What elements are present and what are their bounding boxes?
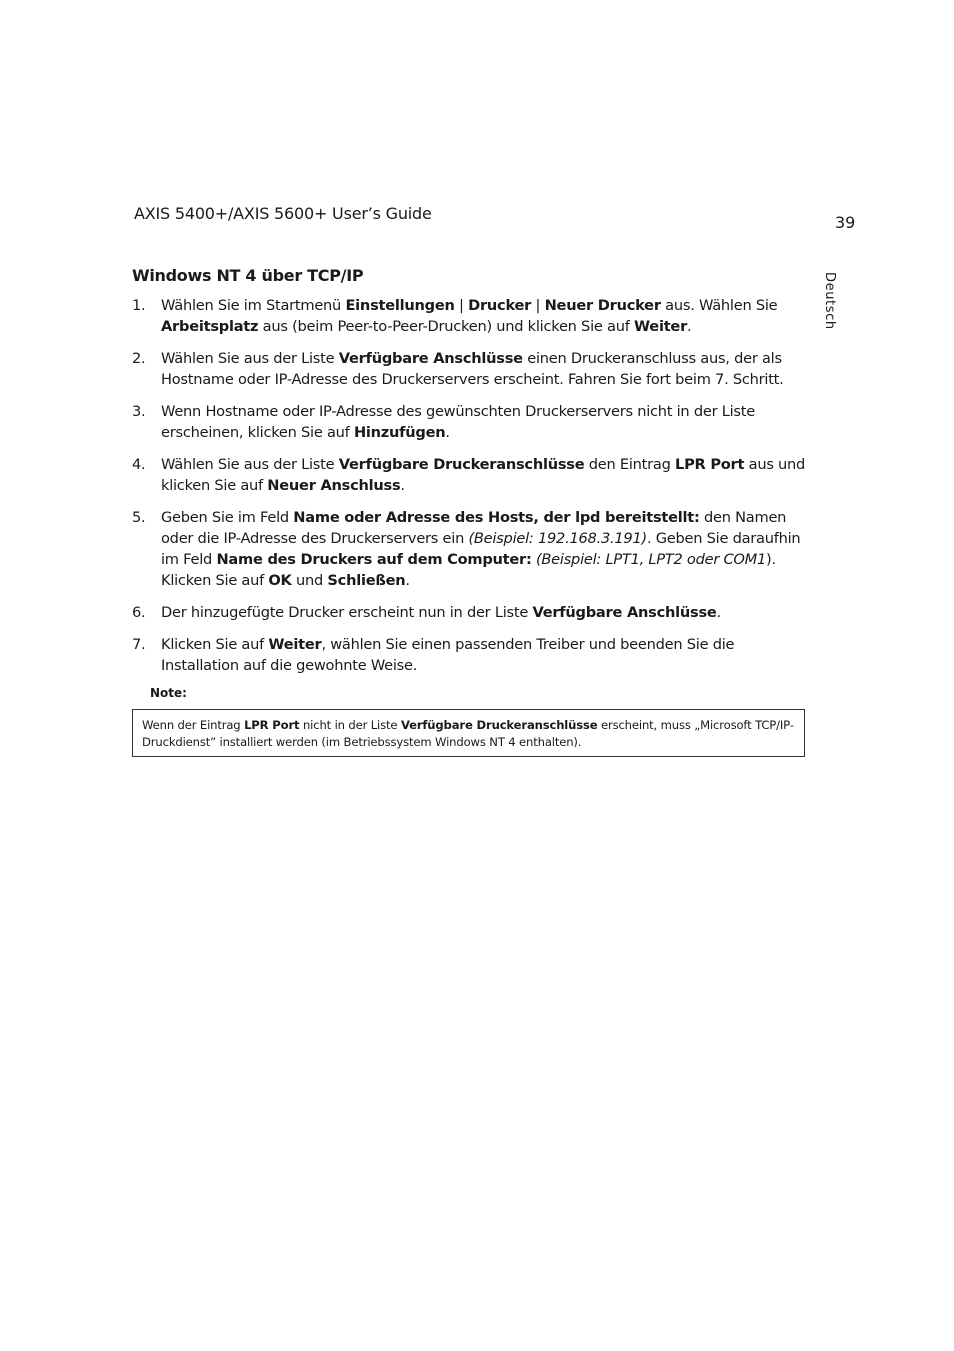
step-number: 2. bbox=[132, 350, 146, 367]
text-run: den Eintrag bbox=[584, 456, 676, 473]
step-number: 7. bbox=[132, 636, 146, 653]
step-text bbox=[161, 403, 755, 441]
bold-term: Verfügbare Druckeranschlüsse bbox=[400, 718, 598, 732]
bold-term: Drucker bbox=[468, 297, 532, 314]
text-run: aus (beim Peer-to-Peer-Drucken) und klicken Sie auf bbox=[258, 318, 634, 335]
text-run: . bbox=[400, 477, 405, 494]
bold-term: Verfügbare Anschlüsse bbox=[338, 350, 523, 367]
text-run: . bbox=[405, 572, 410, 589]
step-item bbox=[132, 602, 807, 623]
text-run: nicht in der Liste bbox=[299, 718, 401, 732]
step-number: 1. bbox=[132, 297, 146, 314]
bold-term: Neuer Drucker bbox=[544, 297, 661, 314]
step-text bbox=[161, 456, 805, 494]
step-text bbox=[161, 350, 784, 388]
page-number: 39 bbox=[835, 213, 856, 232]
bold-term: Verfügbare Anschlüsse bbox=[532, 604, 717, 621]
bold-term: Name des Druckers auf dem Computer: bbox=[216, 551, 532, 568]
text-run: Klicken Sie auf bbox=[161, 636, 269, 653]
step-item bbox=[132, 348, 807, 390]
bold-term: Name oder Adresse des Hosts, der lpd bereitstellt: bbox=[293, 509, 700, 526]
text-run: | bbox=[531, 297, 545, 314]
text-run: aus und klicken Sie auf bbox=[161, 456, 806, 494]
text-run: Wählen Sie aus der Liste bbox=[161, 456, 339, 473]
italic-example: (Beispiel: LPT1, LPT2 oder COM1 bbox=[535, 551, 767, 568]
language-tab: Deutsch bbox=[822, 272, 837, 330]
bold-term: Einstellungen bbox=[345, 297, 455, 314]
step-item bbox=[132, 401, 807, 443]
text-run: | bbox=[454, 297, 469, 314]
text-run: aus. Wählen Sie bbox=[660, 297, 778, 314]
step-item bbox=[132, 507, 807, 591]
steps-list bbox=[132, 295, 807, 687]
italic-example: (Beispiel: 192.168.3.191) bbox=[468, 530, 647, 547]
step-number: 4. bbox=[132, 456, 146, 473]
section-heading: Windows NT 4 über TCP/IP bbox=[132, 266, 364, 285]
note-label: Note: bbox=[150, 686, 187, 700]
bold-term: Arbeitsplatz bbox=[161, 318, 259, 335]
text-run: Wählen Sie aus der Liste bbox=[161, 350, 339, 367]
text-run: den Namen oder die IP-Adresse des Druckerservers ein bbox=[161, 509, 787, 547]
step-number: 5. bbox=[132, 509, 146, 526]
bold-term: LPR Port bbox=[244, 718, 300, 732]
text-run: ). Klicken Sie auf bbox=[161, 551, 776, 589]
step-number: 3. bbox=[132, 403, 146, 420]
step-text bbox=[161, 636, 734, 674]
text-run: Geben Sie im Feld bbox=[161, 509, 294, 526]
bold-term: Weiter bbox=[633, 318, 688, 335]
step-item bbox=[132, 295, 807, 337]
text-run: einen Druckeranschluss aus, der als Hostname oder IP-Adresse des Druckerservers erscheint. Fahren Sie fort beim 7. Schritt. bbox=[161, 350, 784, 388]
bold-term: Weiter bbox=[268, 636, 322, 653]
bold-term: LPR Port bbox=[675, 456, 745, 473]
text-run: . Geben Sie daraufhin im Feld bbox=[161, 530, 801, 568]
text-run: , wählen Sie einen passenden Treiber und beenden Sie die Installation auf die gewohnte Weise. bbox=[161, 636, 735, 674]
text-run: Wählen Sie im Startmenü bbox=[161, 297, 346, 314]
text-run: . bbox=[716, 604, 721, 621]
bold-term: Verfügbare Druckeranschlüsse bbox=[338, 456, 585, 473]
text-run: Wenn der Eintrag bbox=[142, 718, 245, 732]
step-text bbox=[161, 509, 800, 589]
text-run: . bbox=[445, 424, 450, 441]
text-run: Wenn Hostname oder IP-Adresse des gewünschten Druckerservers nicht in der Liste erscheinen, klicken Sie auf bbox=[161, 403, 755, 441]
bold-term: OK bbox=[268, 572, 292, 589]
bold-term: Hinzufügen bbox=[353, 424, 446, 441]
bold-term: Neuer Anschluss bbox=[267, 477, 401, 494]
text-run: Der hinzugefügte Drucker erscheint nun in der Liste bbox=[161, 604, 533, 621]
step-text bbox=[161, 604, 721, 621]
step-item bbox=[132, 454, 807, 496]
text-run: erscheint, muss „Microsoft TCP/IP-Druckdienst” installiert werden (im Betriebssystem Windows NT 4 enthalten). bbox=[142, 718, 794, 749]
step-text bbox=[161, 297, 777, 335]
bold-term: Schließen bbox=[327, 572, 406, 589]
text-run: . bbox=[687, 318, 692, 335]
step-number: 6. bbox=[132, 604, 146, 621]
step-item bbox=[132, 634, 807, 676]
document-title: AXIS 5400+/AXIS 5600+ User’s Guide bbox=[134, 204, 432, 223]
note-box bbox=[132, 709, 805, 757]
text-run: und bbox=[291, 572, 328, 589]
